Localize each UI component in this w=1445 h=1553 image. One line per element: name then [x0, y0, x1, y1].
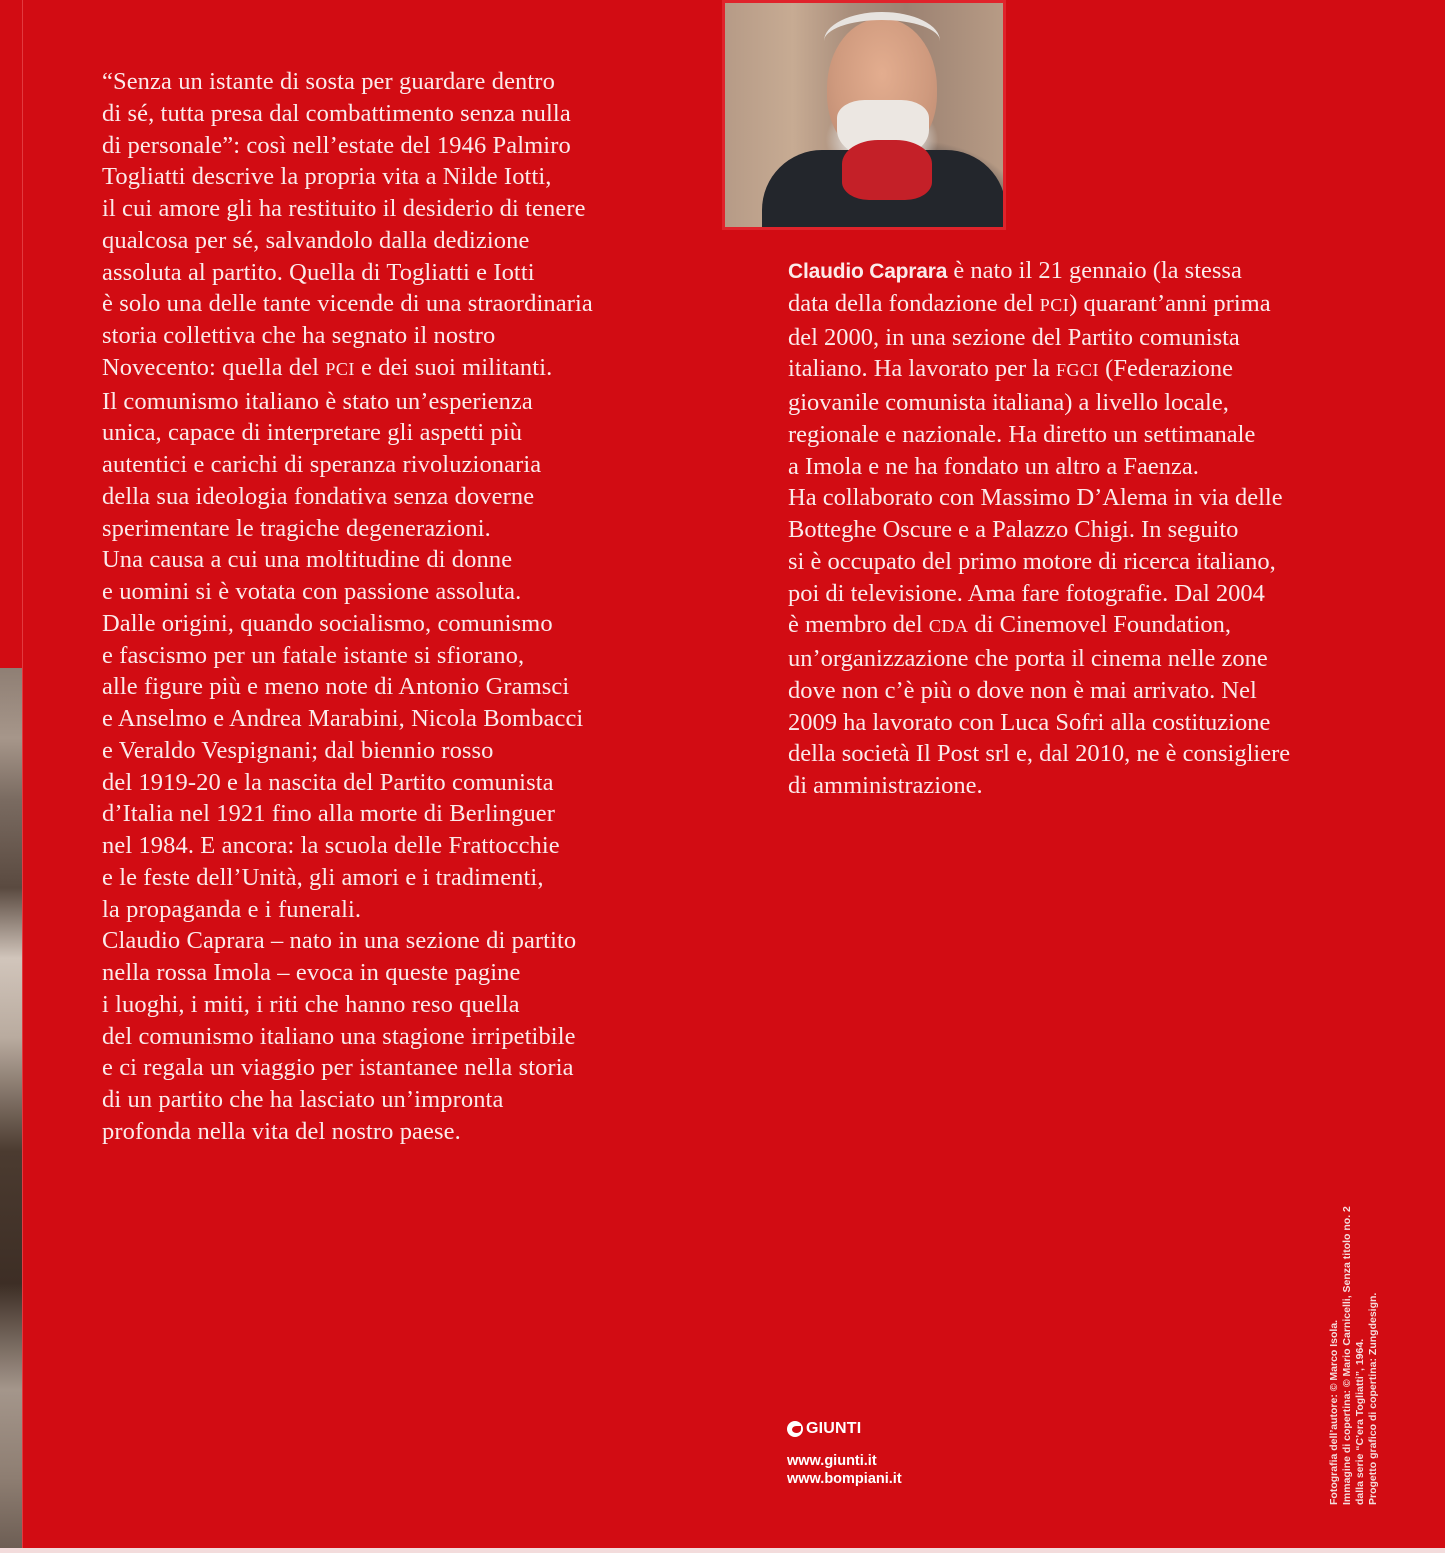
image-credits	[1328, 1206, 1380, 1505]
blurb-line: Dalle origini, quando socialismo, comunismo	[102, 609, 553, 637]
blurb-line: unica, capace di interpretare gli aspetti più	[102, 419, 523, 447]
blurb-line: e le feste dell’Unità, gli amori e i tradimenti,	[102, 863, 544, 891]
acronym-pci: PCI	[1039, 294, 1070, 315]
blurb-line: nel 1984. E ancora: la scuola delle Frattocchie	[102, 832, 560, 859]
blurb-line: il cui amore gli ha restituito il desiderio di tenere	[102, 195, 586, 222]
blurb-line: di personale”: così nell’estate del 1946 Palmiro	[102, 131, 571, 159]
blurb-line: e ci regala un viaggio per istantanee nella storia	[102, 1054, 574, 1082]
bio-line	[788, 609, 1388, 643]
credit-line: Immagine di copertina: © Mario Carnicelli, Senza titolo no. 2	[1341, 1206, 1353, 1505]
bio-text: di Cinemovel Foundation,	[968, 611, 1232, 639]
author-bio	[788, 255, 1388, 802]
blurb-line: e uomini si è votata con passione assoluta.	[102, 578, 522, 605]
blurb-line: e fascismo per un fatale istante si sfiorano,	[102, 641, 525, 669]
bio-line: del 2000, in una sezione del Partito comunista	[788, 323, 1240, 351]
blurb-line: della sua ideologia fondativa senza doverne	[102, 482, 535, 510]
acronym-cda: CDA	[928, 616, 969, 637]
blurb-line: autentici e carichi di speranza rivoluzionaria	[102, 451, 542, 478]
bio-line: di amministrazione.	[788, 772, 983, 799]
author-photo	[722, 0, 1006, 230]
blurb-line: alle figure più e meno note di Antonio Gramsci	[102, 673, 570, 701]
giunti-logo-icon	[787, 1421, 803, 1437]
bio-line: della società Il Post srl e, dal 2010, ne è consigliere	[788, 740, 1291, 768]
url-giunti[interactable]: www.giunti.it	[787, 1453, 877, 1469]
photo-frame	[722, 0, 1006, 230]
blurb-line: d’Italia nel 1921 fino alla morte di Berlinguer	[102, 800, 556, 828]
bio-line: a Imola e ne ha fondato un altro a Faenza.	[788, 452, 1199, 480]
blurb-line: Una causa a cui una moltitudine di donne	[102, 546, 513, 574]
blurb-text: e dei suoi militanti.	[354, 353, 553, 381]
blurb-line: del 1919-20 e la nascita del Partito comunista	[102, 768, 554, 796]
blurb-line: i luoghi, i miti, i riti che hanno reso quella	[102, 990, 520, 1018]
publisher-name: GIUNTI	[806, 1420, 862, 1437]
bio-line: un’organizzazione che porta il cinema nelle zone	[788, 645, 1268, 672]
bio-text: è nato il 21 gennaio (la stessa	[947, 257, 1242, 284]
url-bompiani[interactable]: www.bompiani.it	[787, 1471, 902, 1487]
bio-line: dove non c’è più o dove non è mai arrivato. Nel	[788, 676, 1257, 704]
blurb-line: e Anselmo e Andrea Marabini, Nicola Bombacci	[102, 705, 584, 732]
bio-line: 2009 ha lavorato con Luca Sofri alla costituzione	[788, 708, 1271, 736]
bio-text: ) quarant’anni prima	[1069, 289, 1271, 317]
bio-line	[788, 255, 1388, 288]
credit-line: Fotografia dell’autore: © Marco Isola.	[1328, 1319, 1340, 1505]
publisher-logo	[787, 1418, 987, 1440]
bio-line: Botteghe Oscure e a Palazzo Chigi. In seguito	[788, 516, 1239, 543]
blurb-line	[102, 352, 672, 386]
blurb-line: profonda nella vita del nostro paese.	[102, 1117, 461, 1145]
blurb-line: di sé, tutta presa dal combattimento senza nulla	[102, 99, 571, 127]
blurb-line: assoluta al partito. Quella di Togliatti e Iotti	[102, 258, 535, 286]
bio-line: poi di televisione. Ama fare fotografie. Dal 2004	[788, 579, 1265, 607]
blurb-line: qualcosa per sé, salvandolo dalla dedizione	[102, 226, 530, 254]
credit-line: dalla serie “C’era Togliatti”, 1964.	[1354, 1338, 1366, 1505]
trim-edge	[0, 1548, 1445, 1553]
blurb-line: “Senza un istante di sosta per guardare dentro	[102, 68, 555, 95]
blurb-line: del comunismo italiano una stagione irripetibile	[102, 1022, 576, 1050]
bio-line: regionale e nazionale. Ha diretto un settimanale	[788, 420, 1256, 448]
back-cover-blurb	[102, 66, 672, 1148]
bio-line	[788, 288, 1388, 322]
bio-text: è membro del	[788, 611, 929, 639]
blurb-line: nella rossa Imola – evoca in queste pagine	[102, 959, 521, 986]
bio-text: italiano. Ha lavorato per la	[788, 355, 1057, 383]
bio-text: (Federazione	[1099, 355, 1234, 383]
blurb-line: e Veraldo Vespignani; dal biennio rosso	[102, 736, 494, 764]
author-name: Claudio Caprara	[788, 260, 948, 283]
cover-photo-edge	[0, 668, 22, 1548]
blurb-line: Claudio Caprara – nato in una sezione di partito	[102, 927, 577, 955]
blurb-line: è solo una delle tante vicende di una straordinaria	[102, 290, 593, 318]
blurb-line: sperimentare le tragiche degenerazioni.	[102, 514, 491, 542]
blurb-line: Togliatti descrive la propria vita a Nilde Iotti,	[102, 163, 552, 191]
acronym-pci: PCI	[325, 358, 355, 379]
publisher-urls	[787, 1452, 987, 1488]
bio-line: giovanile comunista italiana) a livello locale,	[788, 389, 1229, 416]
blurb-text: Novecento: quella del	[102, 353, 326, 381]
bio-line: si è occupato del primo motore di ricerca italiano,	[788, 547, 1276, 575]
bio-line	[788, 353, 1388, 387]
blurb-line: storia collettiva che ha segnato il nostro	[102, 322, 496, 349]
blurb-line: di un partito che ha lasciato un’impronta	[102, 1086, 504, 1113]
publisher-block	[787, 1418, 987, 1488]
blurb-line: la propaganda e i funerali.	[102, 895, 362, 923]
bio-line: Ha collaborato con Massimo D’Alema in via delle	[788, 484, 1283, 512]
blurb-line: Il comunismo italiano è stato un’esperienza	[102, 387, 533, 415]
bio-text: data della fondazione del	[788, 289, 1040, 317]
acronym-fgci: FGCI	[1056, 360, 1100, 381]
credit-line: Progetto grafico di copertina: Zungdesign.	[1367, 1292, 1379, 1505]
